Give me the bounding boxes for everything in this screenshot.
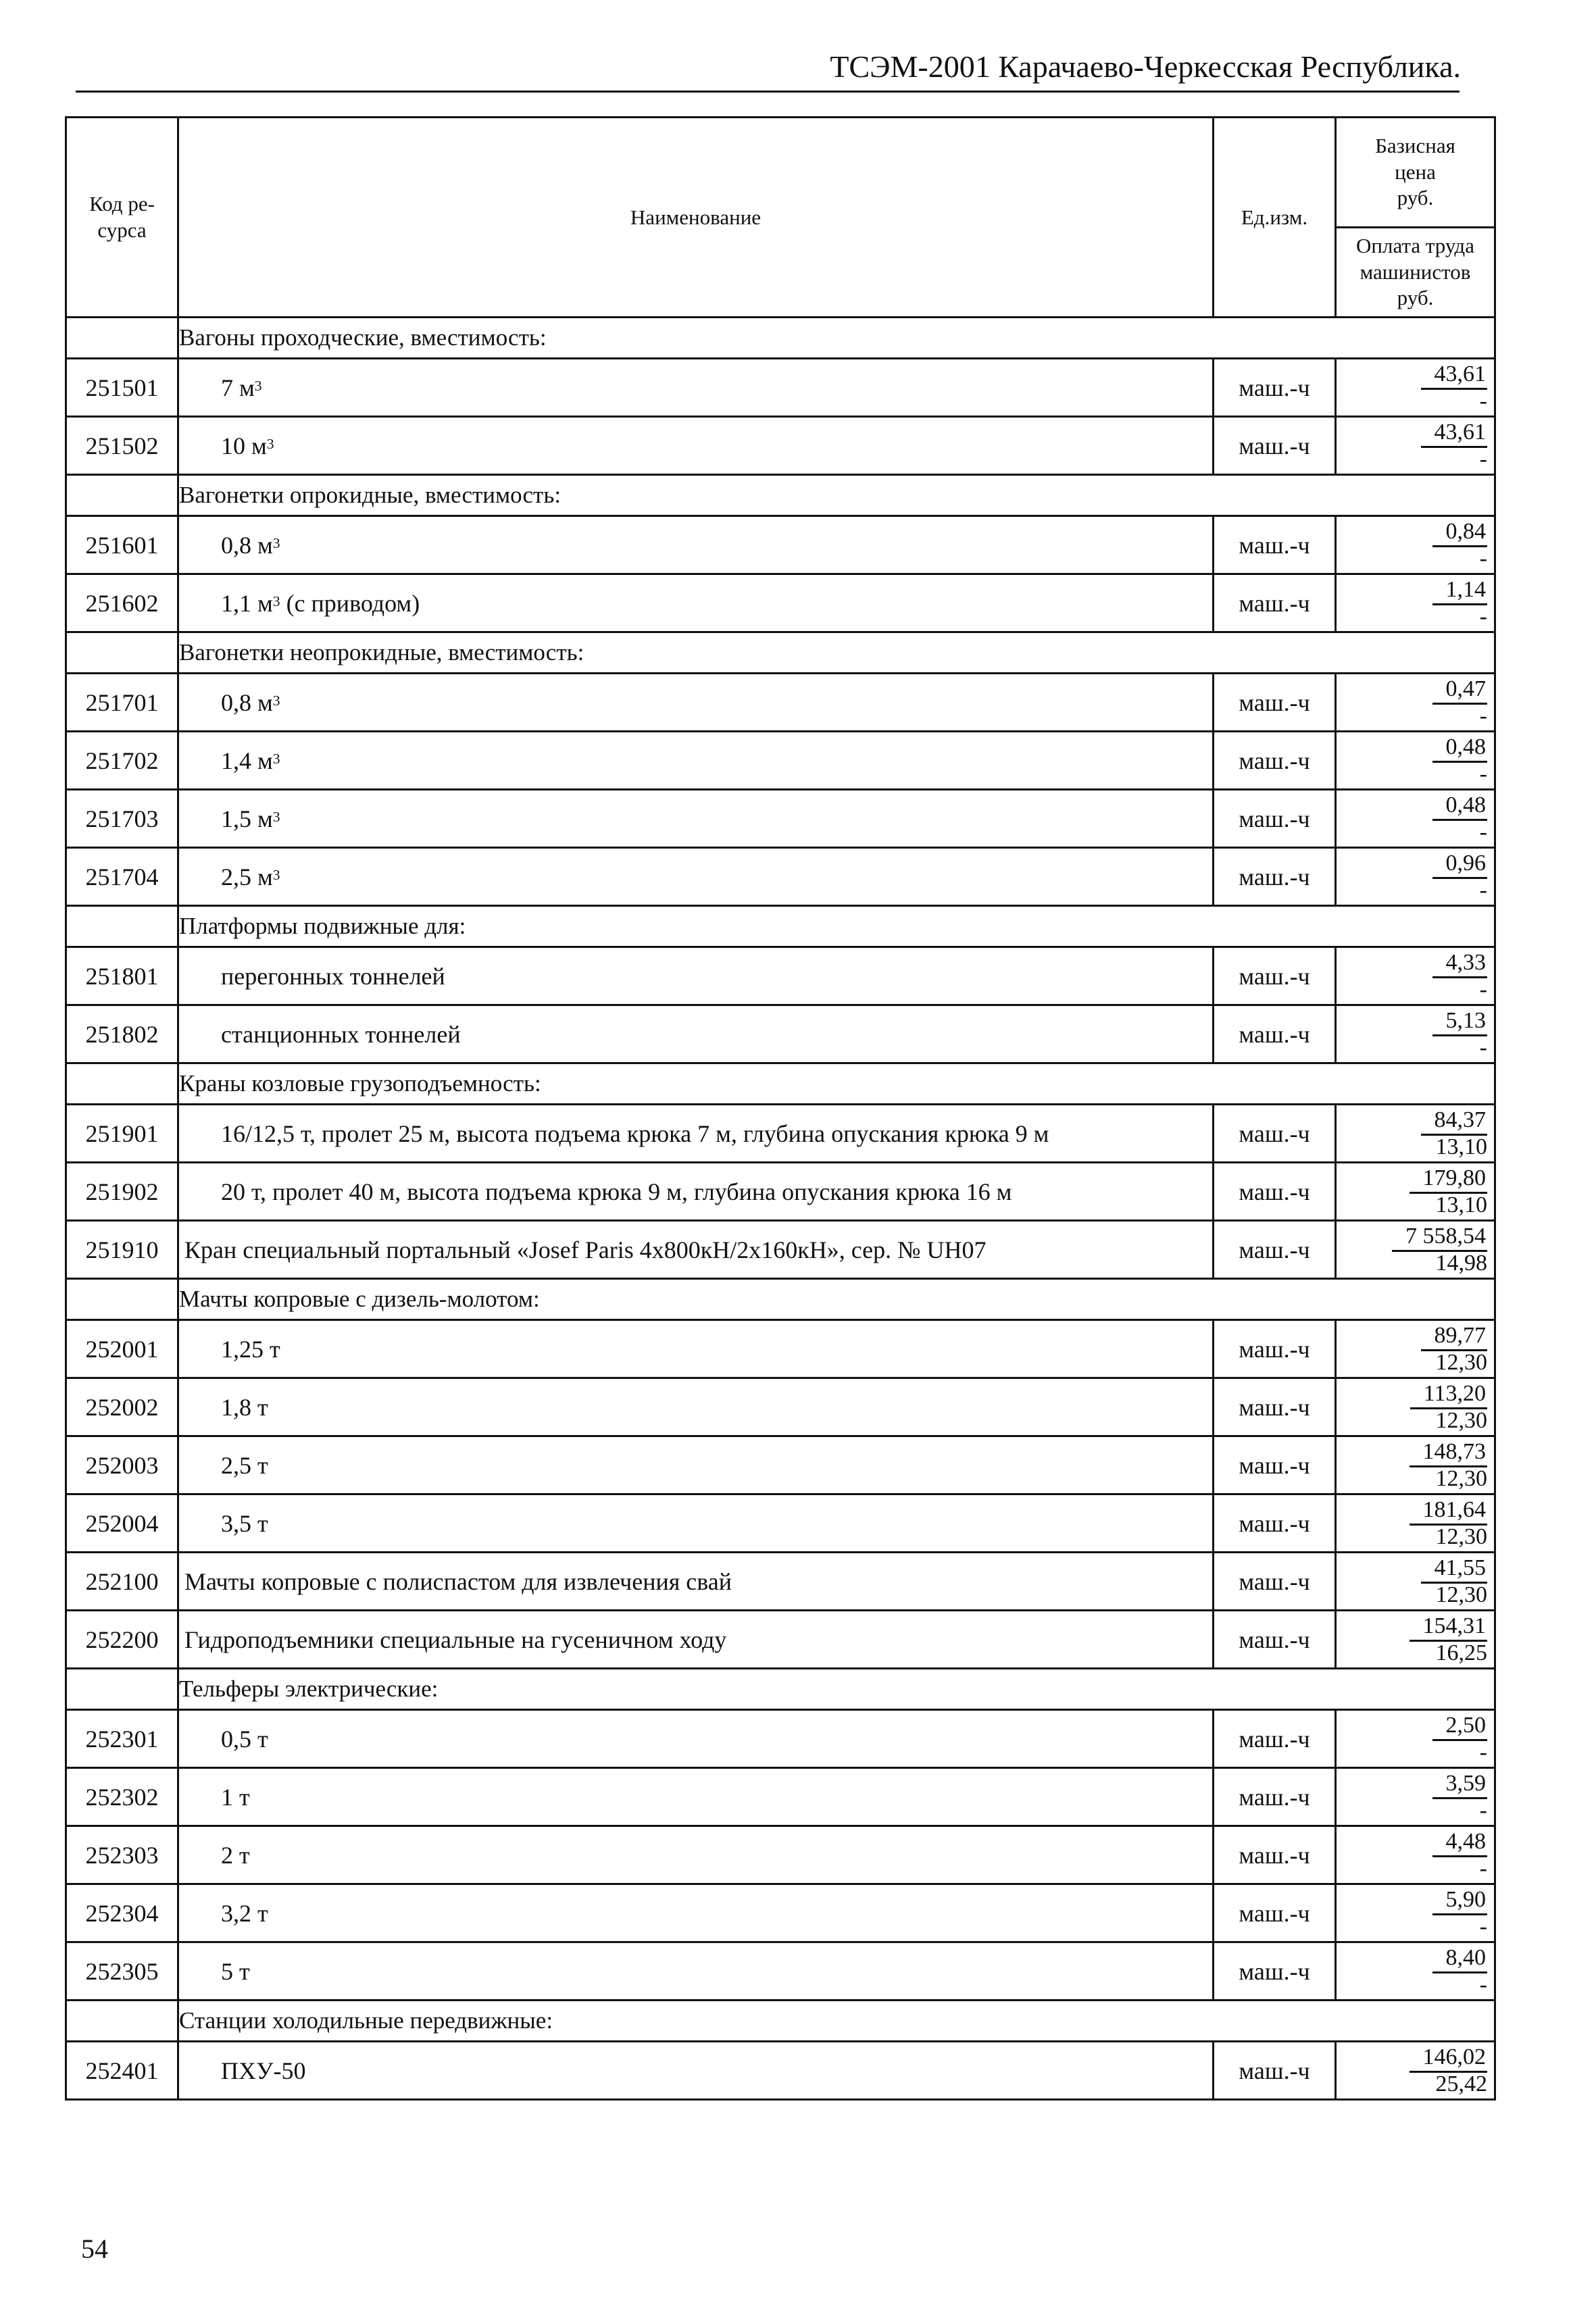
item-name <box>178 790 1214 848</box>
operator-pay: 12,30 <box>1435 1350 1487 1375</box>
item-unit: маш.-ч <box>1214 1826 1336 1884</box>
base-price: 84,37 <box>1421 1109 1488 1136</box>
item-name <box>178 359 1214 417</box>
base-price: 0,96 <box>1432 852 1488 879</box>
col-header-base-price-line-2: цена <box>1395 159 1436 184</box>
item-name-text: 2,5 т <box>221 1451 268 1479</box>
item-name <box>178 732 1214 790</box>
table-row <box>66 2042 1495 2100</box>
item-unit: маш.-ч <box>1214 2042 1336 2100</box>
item-price <box>1336 1710 1495 1768</box>
table-row <box>66 1942 1495 2001</box>
table-row <box>66 1105 1495 1163</box>
item-name-text: 2 т <box>221 1841 250 1869</box>
item-unit: маш.-ч <box>1214 1163 1336 1221</box>
resource-code: 251901 <box>66 1105 178 1163</box>
base-price: 154,31 <box>1410 1615 1488 1642</box>
item-price <box>1336 1611 1495 1669</box>
group-code-cell <box>66 475 178 516</box>
item-name <box>178 1105 1214 1163</box>
item-price <box>1336 790 1495 848</box>
document-header: ТСЭМ-2001 Карачаево-Черкесская Республика. <box>830 49 1461 84</box>
group-row <box>66 2001 1495 2042</box>
col-header-base-price <box>1337 118 1494 226</box>
group-code-cell <box>66 318 178 359</box>
item-name-text: 7 м <box>221 374 255 401</box>
table-row <box>66 790 1495 848</box>
table-header-row <box>66 118 1495 318</box>
unit-exponent: 3 <box>266 435 274 452</box>
table-row <box>66 1768 1495 1826</box>
group-title: Тельферы электрические: <box>178 1669 1495 1710</box>
operator-pay: - <box>1479 388 1487 413</box>
base-price: 41,55 <box>1421 1557 1488 1584</box>
base-price: 8,40 <box>1432 1946 1488 1973</box>
item-unit: маш.-ч <box>1214 732 1336 790</box>
resource-code: 252100 <box>66 1553 178 1611</box>
resource-code: 252301 <box>66 1710 178 1768</box>
item-name-text: 1,5 м <box>221 805 273 832</box>
base-price: 181,64 <box>1410 1499 1488 1526</box>
resource-code: 251602 <box>66 574 178 632</box>
operator-pay: 12,30 <box>1435 1466 1487 1491</box>
operator-pay: - <box>1479 977 1487 1002</box>
item-price <box>1336 1105 1495 1163</box>
item-name <box>178 1942 1214 2001</box>
resource-code: 251703 <box>66 790 178 848</box>
col-header-code-line-1: Код ре- <box>89 191 155 216</box>
item-price <box>1336 1005 1495 1063</box>
item-name <box>178 2042 1214 2100</box>
item-unit: маш.-ч <box>1214 1378 1336 1436</box>
base-price: 2,50 <box>1432 1714 1488 1741</box>
group-row <box>66 632 1495 674</box>
resource-code: 251902 <box>66 1163 178 1221</box>
col-header-code <box>66 118 178 318</box>
item-name-text: 0,5 т <box>221 1725 268 1753</box>
base-price: 5,13 <box>1432 1009 1488 1036</box>
item-unit: маш.-ч <box>1214 1942 1336 2001</box>
item-name <box>178 417 1214 475</box>
item-price <box>1336 1436 1495 1494</box>
base-price: 1,14 <box>1432 578 1488 605</box>
item-unit: маш.-ч <box>1214 1105 1336 1163</box>
item-name-text: 16/12,5 т, пролет 25 м, высота подъема крюка 7 м, глубина опускания крюка 9 м <box>221 1120 1049 1147</box>
item-name <box>178 1884 1214 1942</box>
resource-code: 252304 <box>66 1884 178 1942</box>
item-name-text: 5 т <box>221 1957 250 1985</box>
base-price: 7 558,54 <box>1392 1225 1487 1252</box>
item-name <box>178 1494 1214 1553</box>
resource-code: 251801 <box>66 947 178 1005</box>
table-row <box>66 1826 1495 1884</box>
operator-pay: - <box>1479 1856 1487 1881</box>
item-unit: маш.-ч <box>1214 1494 1336 1553</box>
item-unit: маш.-ч <box>1214 1710 1336 1768</box>
group-title: Станции холодильные передвижные: <box>178 2001 1495 2042</box>
table-row <box>66 1163 1495 1221</box>
page-number: 54 <box>81 2234 108 2264</box>
resource-code: 251802 <box>66 1005 178 1063</box>
item-name-text: 1 т <box>221 1783 250 1811</box>
operator-pay: - <box>1479 604 1487 629</box>
group-title: Краны козловые грузоподъемность: <box>178 1063 1495 1105</box>
item-name <box>178 674 1214 732</box>
group-title: Вагонетки опрокидные, вместимость: <box>178 475 1495 516</box>
item-name <box>178 574 1214 632</box>
table-row <box>66 417 1495 475</box>
table-row <box>66 1710 1495 1768</box>
base-price: 0,48 <box>1432 736 1488 763</box>
base-price: 4,33 <box>1432 951 1488 978</box>
resource-code: 252305 <box>66 1942 178 2001</box>
item-name <box>178 1320 1214 1378</box>
item-name-text: Мачты копровые с полиспастом для извлечения свай <box>184 1567 732 1595</box>
table-row <box>66 1005 1495 1063</box>
group-code-cell <box>66 2001 178 2042</box>
item-name-text: 2,5 м <box>221 863 273 890</box>
item-name <box>178 1378 1214 1436</box>
table-row <box>66 848 1495 906</box>
col-header-operator-pay-line-3: руб. <box>1397 286 1434 310</box>
operator-pay: - <box>1479 1035 1487 1060</box>
base-price: 89,77 <box>1421 1324 1488 1351</box>
group-row <box>66 1279 1495 1320</box>
resource-code: 251502 <box>66 417 178 475</box>
resource-code: 252302 <box>66 1768 178 1826</box>
base-price: 0,47 <box>1432 678 1488 705</box>
unit-exponent: 3 <box>272 866 280 883</box>
item-name-text: Кран специальный портальный «Josef Paris 4x800кН/2x160кН», сер. № UH07 <box>184 1236 987 1263</box>
item-unit: маш.-ч <box>1214 417 1336 475</box>
item-price <box>1336 1163 1495 1221</box>
base-price: 4,48 <box>1432 1830 1488 1857</box>
item-name <box>178 947 1214 1005</box>
item-unit: маш.-ч <box>1214 1221 1336 1279</box>
group-title: Вагонетки неопрокидные, вместимость: <box>178 632 1495 674</box>
col-header-base-price-line-3: руб. <box>1397 186 1434 210</box>
item-name <box>178 1553 1214 1611</box>
table-row <box>66 359 1495 417</box>
group-row <box>66 475 1495 516</box>
item-name <box>178 848 1214 906</box>
table-row <box>66 1494 1495 1553</box>
item-name-text: 3,2 т <box>221 1899 268 1927</box>
unit-exponent: 3 <box>272 808 280 825</box>
base-price: 43,61 <box>1421 363 1488 390</box>
item-name-text: 1,8 т <box>221 1393 268 1421</box>
col-header-operator-pay-line-1: Оплата труда <box>1356 233 1474 257</box>
base-price: 179,80 <box>1410 1167 1488 1194</box>
base-price: 3,59 <box>1432 1772 1488 1799</box>
table-row <box>66 1611 1495 1669</box>
resource-code: 252002 <box>66 1378 178 1436</box>
item-name <box>178 1005 1214 1063</box>
operator-pay: 13,10 <box>1435 1192 1487 1217</box>
item-price <box>1336 1494 1495 1553</box>
item-price <box>1336 1884 1495 1942</box>
table-row <box>66 1553 1495 1611</box>
table-row <box>66 674 1495 732</box>
operator-pay: - <box>1479 1740 1487 1765</box>
operator-pay: - <box>1479 1798 1487 1823</box>
item-unit: маш.-ч <box>1214 1436 1336 1494</box>
item-price <box>1336 1221 1495 1279</box>
group-title: Вагоны проходческие, вместимость: <box>178 318 1495 359</box>
unit-exponent: 3 <box>272 692 280 709</box>
base-price: 0,48 <box>1432 794 1488 821</box>
item-name <box>178 1768 1214 1826</box>
item-name-text: 20 т, пролет 40 м, высота подъема крюка 9 м, глубина опускания крюка 16 м <box>221 1178 1012 1205</box>
item-unit: маш.-ч <box>1214 1005 1336 1063</box>
item-price <box>1336 574 1495 632</box>
item-unit: маш.-ч <box>1214 1553 1336 1611</box>
unit-exponent: 3 <box>272 750 280 767</box>
item-price <box>1336 732 1495 790</box>
group-title: Мачты копровые с дизель-молотом: <box>178 1279 1495 1320</box>
item-name-text: 1,25 т <box>221 1335 280 1363</box>
operator-pay: 16,25 <box>1435 1640 1487 1665</box>
group-code-cell <box>66 1063 178 1105</box>
item-name-text: Гидроподъемники специальные на гусеничном ходу <box>184 1626 727 1653</box>
item-price <box>1336 947 1495 1005</box>
item-price <box>1336 1826 1495 1884</box>
resource-code: 251501 <box>66 359 178 417</box>
resource-code: 252001 <box>66 1320 178 1378</box>
operator-pay: 25,42 <box>1435 2071 1487 2096</box>
item-name-text: 1,4 м <box>221 747 273 774</box>
base-price: 148,73 <box>1410 1440 1488 1467</box>
operator-pay: - <box>1479 546 1487 571</box>
item-name-text: 3,5 т <box>221 1509 268 1537</box>
unit-exponent: 3 <box>254 377 262 394</box>
col-header-base-price-line-1: Базисная <box>1375 133 1455 157</box>
item-price <box>1336 417 1495 475</box>
item-name-text: 1,1 м <box>221 589 273 617</box>
resource-code: 251910 <box>66 1221 178 1279</box>
machine-price-table <box>65 116 1496 2101</box>
operator-pay: 12,30 <box>1435 1408 1487 1433</box>
group-code-cell <box>66 1669 178 1710</box>
item-unit: маш.-ч <box>1214 1768 1336 1826</box>
operator-pay: 13,10 <box>1435 1134 1487 1159</box>
table-body <box>66 318 1495 2100</box>
table-row <box>66 1320 1495 1378</box>
base-price: 113,20 <box>1410 1382 1487 1409</box>
operator-pay: 14,98 <box>1435 1251 1487 1276</box>
group-row <box>66 318 1495 359</box>
resource-code: 252200 <box>66 1611 178 1669</box>
item-price <box>1336 848 1495 906</box>
unit-exponent: 3 <box>272 534 280 551</box>
table-row <box>66 732 1495 790</box>
item-name <box>178 1826 1214 1884</box>
resource-code: 251601 <box>66 516 178 574</box>
col-header-code-line-2: сурса <box>97 218 147 242</box>
item-name-text: 0,8 м <box>221 688 273 716</box>
item-price <box>1336 2042 1495 2100</box>
base-price: 0,84 <box>1432 520 1488 547</box>
resource-code: 252303 <box>66 1826 178 1884</box>
item-name-text: станционных тоннелей <box>221 1020 461 1048</box>
item-name-text: ПХУ-50 <box>221 2057 306 2084</box>
item-unit: маш.-ч <box>1214 1320 1336 1378</box>
operator-pay: 12,30 <box>1435 1524 1487 1549</box>
table-row <box>66 516 1495 574</box>
col-header-name: Наименование <box>178 118 1214 318</box>
operator-pay: - <box>1479 703 1487 728</box>
group-code-cell <box>66 1279 178 1320</box>
resource-code: 252004 <box>66 1494 178 1553</box>
item-price <box>1336 359 1495 417</box>
item-unit: маш.-ч <box>1214 1611 1336 1669</box>
group-row <box>66 1063 1495 1105</box>
operator-pay: - <box>1479 1972 1487 1997</box>
table-row <box>66 947 1495 1005</box>
resource-code: 251702 <box>66 732 178 790</box>
item-price <box>1336 1768 1495 1826</box>
item-price <box>1336 1320 1495 1378</box>
header-rule <box>76 91 1460 93</box>
group-row <box>66 1669 1495 1710</box>
operator-pay: - <box>1479 761 1487 786</box>
operator-pay: - <box>1479 1914 1487 1939</box>
item-name <box>178 1163 1214 1221</box>
col-header-operator-pay-line-2: машинистов <box>1360 259 1471 284</box>
table-row <box>66 1221 1495 1279</box>
table-row <box>66 1436 1495 1494</box>
item-unit: маш.-ч <box>1214 848 1336 906</box>
unit-exponent: 3 <box>272 593 280 609</box>
group-code-cell <box>66 906 178 947</box>
item-name-suffix: (с приводом) <box>280 589 420 617</box>
col-header-operator-pay <box>1337 226 1494 316</box>
resource-code: 251704 <box>66 848 178 906</box>
table-row <box>66 1884 1495 1942</box>
item-name <box>178 1710 1214 1768</box>
base-price: 5,90 <box>1432 1888 1488 1915</box>
item-unit: маш.-ч <box>1214 674 1336 732</box>
table-row <box>66 1378 1495 1436</box>
group-code-cell <box>66 632 178 674</box>
item-unit: маш.-ч <box>1214 516 1336 574</box>
resource-code: 252401 <box>66 2042 178 2100</box>
item-unit: маш.-ч <box>1214 947 1336 1005</box>
item-name-text: 10 м <box>221 432 267 459</box>
item-unit: маш.-ч <box>1214 574 1336 632</box>
item-unit: маш.-ч <box>1214 790 1336 848</box>
col-header-price <box>1336 118 1495 318</box>
item-name-text: 0,8 м <box>221 531 273 559</box>
resource-code: 252003 <box>66 1436 178 1494</box>
base-price: 146,02 <box>1410 2046 1488 2073</box>
operator-pay: - <box>1479 447 1487 472</box>
group-row <box>66 906 1495 947</box>
item-name <box>178 1436 1214 1494</box>
item-price <box>1336 674 1495 732</box>
item-name <box>178 1221 1214 1279</box>
item-name-text: перегонных тоннелей <box>221 962 445 990</box>
table-row <box>66 574 1495 632</box>
item-price <box>1336 1378 1495 1436</box>
operator-pay: - <box>1479 820 1487 845</box>
item-price <box>1336 1553 1495 1611</box>
item-price <box>1336 516 1495 574</box>
group-title: Платформы подвижные для: <box>178 906 1495 947</box>
item-name <box>178 1611 1214 1669</box>
item-name <box>178 516 1214 574</box>
operator-pay: - <box>1479 878 1487 903</box>
item-unit: маш.-ч <box>1214 1884 1336 1942</box>
item-unit: маш.-ч <box>1214 359 1336 417</box>
base-price: 43,61 <box>1421 421 1488 448</box>
operator-pay: 12,30 <box>1435 1582 1487 1607</box>
item-price <box>1336 1942 1495 2001</box>
col-header-unit: Ед.изм. <box>1214 118 1336 318</box>
resource-code: 251701 <box>66 674 178 732</box>
